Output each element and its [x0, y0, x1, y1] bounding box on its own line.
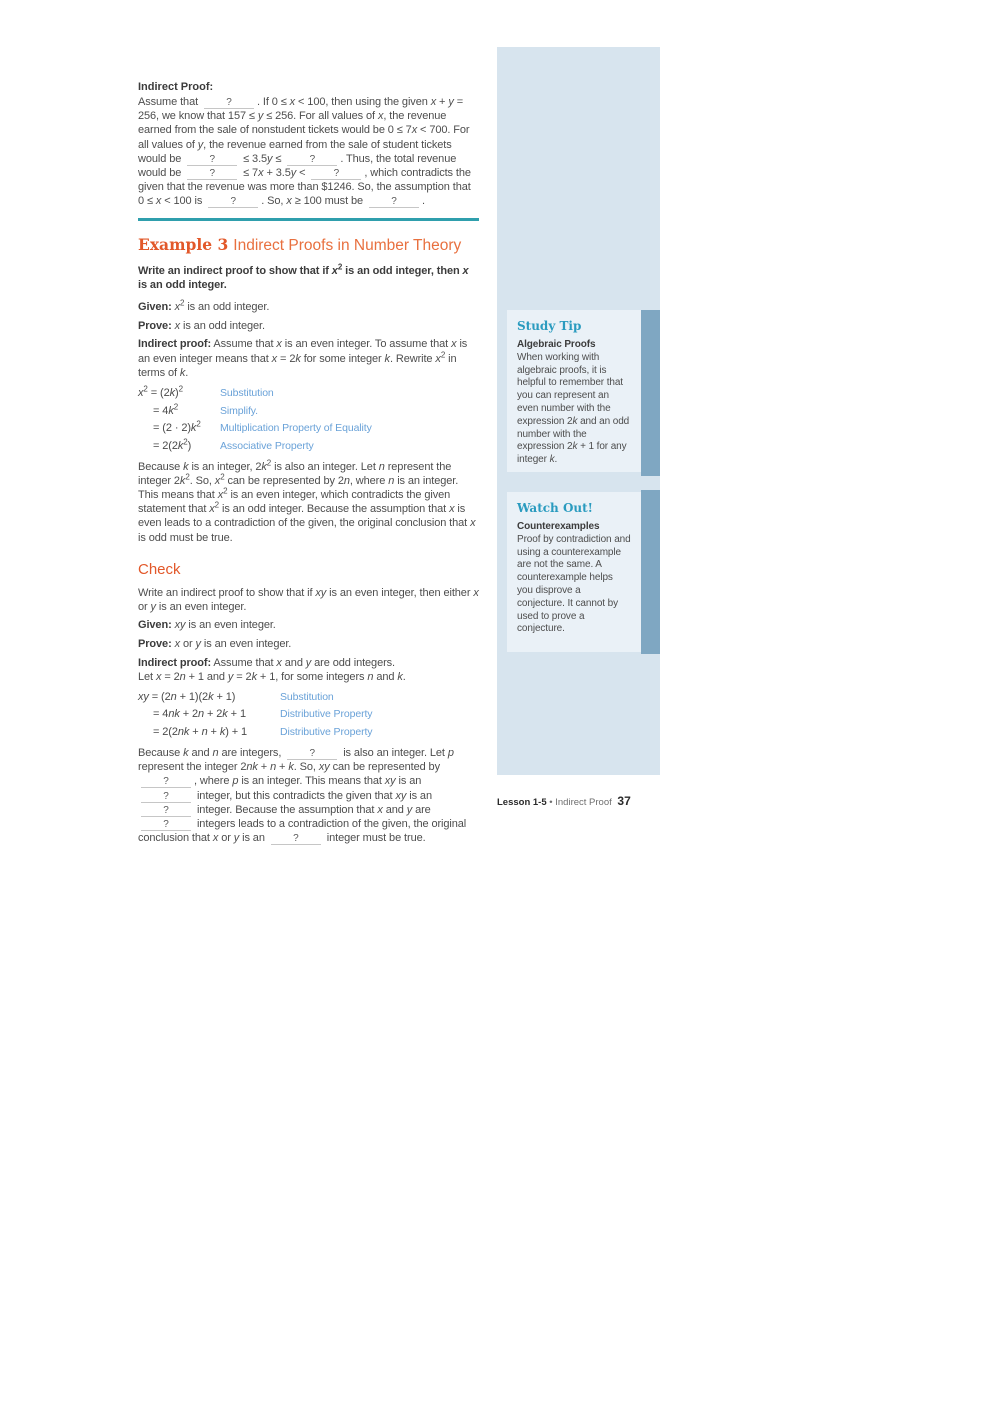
watch-out-accent-strip — [641, 490, 660, 654]
footer-page-number: 37 — [617, 794, 631, 808]
answer-blank[interactable]: ? — [141, 805, 191, 817]
example-3-heading — [138, 236, 479, 255]
given-text: $x^2$ is an odd integer. — [174, 298, 270, 314]
answer-blank[interactable]: ? — [369, 196, 419, 208]
check-conclusion-paragraph: Because k and n are integers, ? is also an integer. Let p represent the integer 2nk + n + k. So, xy can be represented by ? , where p is an integer. This means that xy is an ? integer, but this contradicts the given that xy is an ? integer. Because the assumption that x and y are ? integers leads to a contradiction of the given, the original conclusion that x or y is an ? integer must be true. — [138, 746, 467, 845]
prove-text: x is an odd integer. — [174, 319, 265, 332]
answer-blank[interactable]: ? — [287, 748, 337, 760]
proof-step — [138, 419, 479, 435]
proof-intro-text: Assume that x and y are odd integers. — [213, 656, 396, 669]
watch-out-text: Proof by contradiction and using a counterexample are not the same. A counterexample helps you disprove a conjecture. It cannot by used to prove a conjecture. — [517, 533, 631, 635]
equation: $x^2 = (2k)^2$ — [138, 384, 183, 400]
proof-step — [138, 691, 479, 703]
justification: Distributive Property — [280, 708, 373, 721]
equation: = $(2 \cdot 2)k^2$ — [153, 419, 201, 435]
sidebar-panel — [497, 47, 660, 775]
check-prove-line — [138, 637, 479, 651]
check-given-line — [138, 618, 479, 632]
justification: Multiplication Property of Equality — [220, 422, 372, 435]
study-tip-text: When working with algebraic proofs, it is helpful to remember that you can represent an even number with the expression 2k and an odd number with the expression 2k + 1 for any integer k. — [517, 351, 630, 466]
prove-label: Prove: — [138, 319, 172, 332]
study-tip-heading: Study Tip — [517, 319, 582, 333]
answer-blank[interactable]: ? — [141, 776, 191, 788]
proof-step — [138, 384, 479, 400]
justification: Substitution — [220, 387, 274, 400]
equation: = 2(2nk + n + k) + 1 — [153, 725, 248, 738]
section-divider-rule — [138, 218, 479, 221]
indirect-proof-inline-label: Indirect proof: — [138, 338, 212, 351]
study-tip-subheading: Algebraic Proofs — [517, 339, 596, 350]
given-text: xy is an even integer. — [174, 619, 276, 632]
algebra-steps-example — [138, 384, 479, 452]
check-heading: Check — [138, 560, 181, 578]
footer-lesson-number: Lesson 1-5 — [497, 797, 547, 808]
answer-blank[interactable]: ? — [187, 154, 237, 166]
revenue-proof-paragraph: Assume that ? . If 0 ≤ x < 100, then using the given x + y = 256, we know that 157 ≤ y ≤ 256. For all values of x, the revenue earned from the sale of nonstudent tickets would be 0 ≤ 7x < 700. For all values of y, the revenue earned from the sale of student tickets would be ? ≤ 3.5y ≤ ? . Thus, the total revenue would be ? ≤ 7x + 3.5y < ? , which contradicts the given that the revenue was more than $1246. So, the assumption that 0 ≤ x < 100 is ? . So, x ≥ 100 must be ? . — [138, 96, 471, 208]
main-content-column — [138, 81, 479, 849]
proof-step — [138, 708, 479, 720]
answer-blank[interactable]: ? — [141, 819, 191, 831]
watch-out-body — [517, 521, 631, 636]
answer-blank[interactable]: ? — [287, 154, 337, 166]
proof-intro-text-line2: Let x = 2n + 1 and y = 2k + 1, for some integers n and k. — [138, 670, 406, 683]
proof-intro-text: Assume that x is an even integer. To assume that x is an even integer means that x = 2k for some integer k. Rewrite $x^2$ in terms of k. — [138, 338, 468, 379]
given-label: Given: — [138, 619, 172, 632]
given-line — [138, 300, 479, 314]
prove-line — [138, 319, 479, 333]
justification: Substitution — [280, 690, 334, 703]
proof-step — [138, 726, 479, 738]
algebra-steps-check — [138, 691, 479, 738]
example-conclusion-paragraph: Because k is an integer, $2k^2$ is also an integer. Let n represent the integer $2k^2$. So, $x^2$ can be represented by 2n, where n is an integer. This means that $x^2$ is an even integer, which contradicts the given statement that $x^2$ is an odd integer. Because the assumption that x is even leads to a contradiction of the given, the original conclusion that x is odd must be true. — [138, 457, 476, 544]
study-tip-accent-strip — [641, 310, 660, 476]
equation: xy = (2n + 1)(2k + 1) — [138, 690, 236, 703]
indirect-proof-label: Indirect Proof: — [138, 81, 214, 93]
prove-text: x or y is an even integer. — [174, 637, 292, 650]
example-prompt: Write an indirect proof to show that if $x^2$ is an odd integer, then x is an odd integer. — [138, 261, 469, 291]
answer-blank[interactable]: ? — [141, 791, 191, 803]
page-footer — [497, 794, 631, 808]
check-prompt: Write an indirect proof to show that if xy is an even integer, then either x or y is an even integer. — [138, 586, 479, 613]
equation: = $4k^2$ — [153, 401, 179, 417]
equation: = 4nk + 2n + 2k + 1 — [153, 708, 246, 721]
check-proof-intro — [138, 656, 479, 684]
given-label: Given: — [138, 301, 172, 314]
study-tip-body — [517, 339, 631, 467]
answer-blank[interactable]: ? — [187, 168, 237, 180]
answer-blank[interactable]: ? — [271, 833, 321, 845]
watch-out-box — [507, 492, 641, 652]
footer-separator: • — [549, 797, 553, 808]
answer-blank[interactable]: ? — [204, 97, 254, 109]
justification: Distributive Property — [280, 725, 373, 738]
answer-blank[interactable]: ? — [311, 168, 361, 180]
example-number: Example 3 — [138, 234, 229, 254]
example-title: Indirect Proofs in Number Theory — [233, 236, 462, 254]
justification: Associative Property — [220, 439, 314, 452]
proof-step — [138, 436, 479, 452]
proof-intro-paragraph — [138, 337, 479, 380]
indirect-proof-inline-label: Indirect proof: — [138, 656, 212, 669]
equation: = $2(2k^2)$ — [153, 436, 192, 452]
footer-lesson-title: Indirect Proof — [555, 797, 612, 808]
watch-out-subheading: Counterexamples — [517, 521, 600, 532]
justification: Simplify. — [220, 404, 258, 417]
watch-out-heading: Watch Out! — [517, 501, 593, 515]
proof-step — [138, 401, 479, 417]
prove-label: Prove: — [138, 637, 172, 650]
answer-blank[interactable]: ? — [208, 196, 258, 208]
study-tip-box — [507, 310, 641, 472]
